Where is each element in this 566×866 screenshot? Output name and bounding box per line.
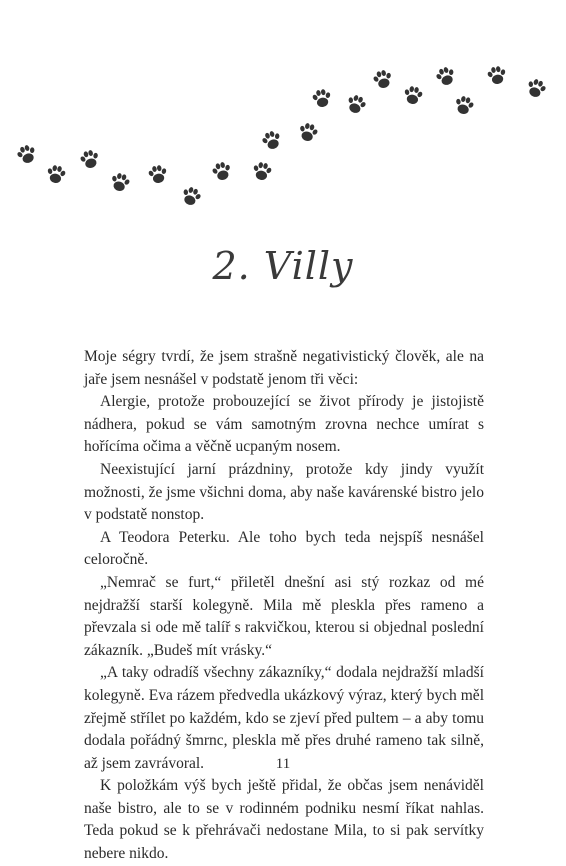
paw-print-icon	[434, 65, 458, 88]
paw-print-icon	[453, 94, 476, 116]
paw-print-icon	[344, 93, 368, 116]
paw-print-icon	[371, 68, 394, 90]
paragraph: Neexistující jarní prázdniny, protože kdy jindy využít možnosti, že jsme všichni doma, aby naše kavárenské bistro jelo v podstatě nonstop.	[84, 460, 484, 524]
paragraph: Moje ségry tvrdí, že jsem strašně negativistický člověk, ale na jaře jsem nesnášel v podstatě jenom tři věci:	[84, 348, 484, 388]
paw-print-icon	[147, 164, 169, 185]
paw-print-icon	[486, 65, 508, 86]
paw-trail-decoration	[0, 0, 566, 230]
paw-print-icon	[210, 160, 233, 182]
paw-print-icon	[15, 143, 39, 166]
paw-print-icon	[109, 171, 132, 193]
paw-print-icon	[78, 148, 101, 170]
page-number: 11	[275, 756, 291, 772]
paragraph: „A taky odradíš všechny zákazníky,“ dodala nejdražší mladší kolegyně. Eva rázem předvedla ukázkový výraz, který bych měl zřejmě střílet po každém, kdo se zjeví před pultem – a aby tomu dodala pořádný šmrnc, pleskla mě přes druhé rameno tak silně, až jsem zavrávoral.	[84, 664, 484, 772]
chapter-title: 2. Villy	[212, 244, 354, 288]
paragraph: „Nemrač se furt,“ přiletěl dnešní asi stý rozkaz od mé nejdražší starší kolegyně. Mila mě pleskla přes rameno a převzala si ode mě talíř s rakvičkou, kterou si objednal poslední zákazník. „Budeš mít vrásky.“	[84, 573, 484, 659]
paragraph: K položkám výš bych ještě přidal, že občas jsem nenáviděl naše bistro, ale to se v rodinném podniku nesmí říkat nahlas. Teda pokud se k přehrávači nedostane Mila, to si pak servítky nebere nikdo.	[84, 777, 484, 863]
paragraph: A Teodora Peterku. Ale toho bych teda nejspíš nesnášel celoročně.	[84, 528, 484, 569]
paw-print-icon	[402, 85, 424, 106]
paw-print-icon	[251, 161, 273, 182]
paw-print-icon	[297, 121, 320, 143]
paw-print-icon	[179, 185, 203, 208]
paw-print-icon	[45, 164, 67, 185]
paw-print-icon	[311, 88, 333, 109]
chapter-body	[84, 346, 484, 866]
paragraph: Alergie, protože probouzející se život přírody je jistojistě nádhera, pokud se vám samotným zrovna nechce umírat s hořícíma očima a věčně ucpaným nosem.	[84, 393, 484, 456]
paw-print-icon	[524, 77, 548, 100]
paw-print-icon	[260, 129, 284, 152]
